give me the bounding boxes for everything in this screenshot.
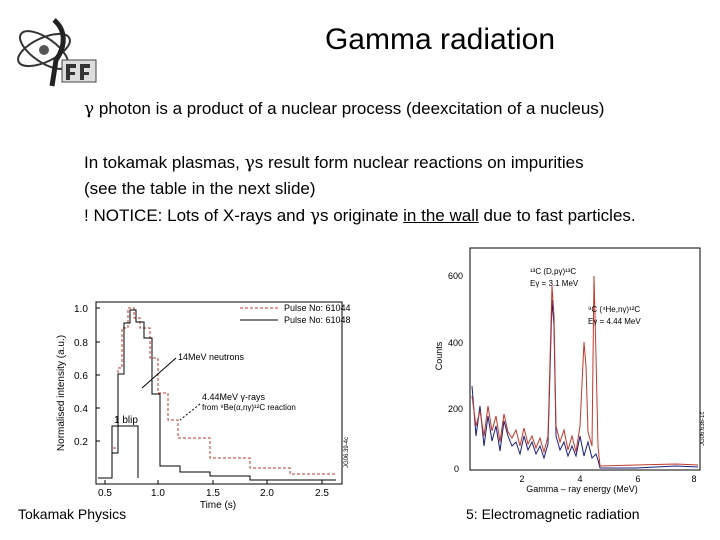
ytick-label: 600 xyxy=(448,271,464,281)
xtick-label: 6 xyxy=(635,474,641,484)
xtick-label: 2 xyxy=(519,474,525,484)
ytick-label: 0.6 xyxy=(74,371,88,382)
xtick-label: 2.5 xyxy=(315,488,329,499)
gamma-symbol: γ xyxy=(309,206,320,226)
bullet-text: photon is a product of a nuclear process (deexcitation of a nucleus) xyxy=(94,99,605,118)
legend-61044: Pulse No: 61044 xyxy=(284,303,351,313)
annotation-c13-energy: Eγ = 3.1 MeV xyxy=(530,279,579,288)
xtick-label: 0.5 xyxy=(98,488,112,499)
bullet-see-table: (see the table in the next slide) xyxy=(84,179,316,198)
slide-title: Gamma radiation xyxy=(324,23,556,56)
y-axis-label: Counts xyxy=(434,341,444,371)
footer-course: Tokamak Physics xyxy=(18,506,127,522)
ytick-label: 200 xyxy=(448,404,464,414)
annotation-arrow-neutrons xyxy=(142,358,176,388)
ytick-label: 0.4 xyxy=(74,404,88,415)
blip-marker xyxy=(112,426,138,478)
notice-text-a: ! NOTICE: Lots of X-rays and xyxy=(84,206,310,225)
annotation-gamma-line1: 4.44MeV γ-rays xyxy=(202,392,266,402)
bullet-text-b: s result form nuclear reactions on impurities xyxy=(254,153,584,172)
xtick-label: 4 xyxy=(577,474,583,484)
annotation-arrow-gamma xyxy=(180,404,200,420)
notice-underlined: in the wall xyxy=(403,206,479,225)
x-axis-label: Gamma – ray energy (MeV) xyxy=(526,484,638,494)
bullet-notice xyxy=(84,205,636,227)
bullet-text-a: In tokamak plasmas, xyxy=(84,153,245,172)
annotation-gamma-line2: from ⁹Be(α,nγ)¹²C reaction xyxy=(202,403,296,412)
institution-logo xyxy=(10,10,102,94)
annotation-blip: 1 blip xyxy=(114,415,138,426)
bullet-tokamak-plasmas xyxy=(84,152,584,174)
annotation-c12-energy: Eγ = 4.44 MeV xyxy=(588,317,641,326)
bullet-gamma-photon xyxy=(84,98,604,120)
ytick-label: 0.8 xyxy=(74,338,88,349)
ytick-label: 1.0 xyxy=(74,304,88,315)
series-spectrum-blue xyxy=(472,300,698,468)
notice-text-c: due to fast particles. xyxy=(478,206,636,225)
figure-code: JG06.636-1c xyxy=(700,411,706,446)
footer-chapter: 5: Electromagnetic radiation xyxy=(466,506,640,522)
x-axis-label: Time (s) xyxy=(199,500,237,511)
legend-61048: Pulse No: 61048 xyxy=(284,315,351,325)
figure-code: JG06.39-4c xyxy=(344,436,350,468)
annotation-neutrons: 14MeV neutrons xyxy=(178,352,245,362)
xtick-label: 8 xyxy=(691,474,697,484)
figure-gamma-spectrum xyxy=(436,246,706,494)
annotation-c12-reaction: ⁹C (⁴He,nγ)¹²C xyxy=(588,305,641,314)
series-spectrum-red xyxy=(472,276,698,466)
ytick-label: 0 xyxy=(454,464,460,474)
xtick-label: 1.5 xyxy=(206,488,220,499)
ytick-label: 0.2 xyxy=(74,437,88,448)
y-axis-label: Normalised intensity (a.u.) xyxy=(56,334,67,452)
figure-time-traces xyxy=(50,298,350,510)
xtick-label: 2.0 xyxy=(260,488,274,499)
xtick-label: 1.0 xyxy=(151,488,165,499)
gamma-symbol: γ xyxy=(84,99,95,119)
gamma-symbol: γ xyxy=(244,153,255,173)
ytick-label: 400 xyxy=(448,338,464,348)
notice-text-b: s originate xyxy=(319,206,404,225)
annotation-c13-reaction: ¹³C (D,pγ)¹³C xyxy=(530,267,577,276)
